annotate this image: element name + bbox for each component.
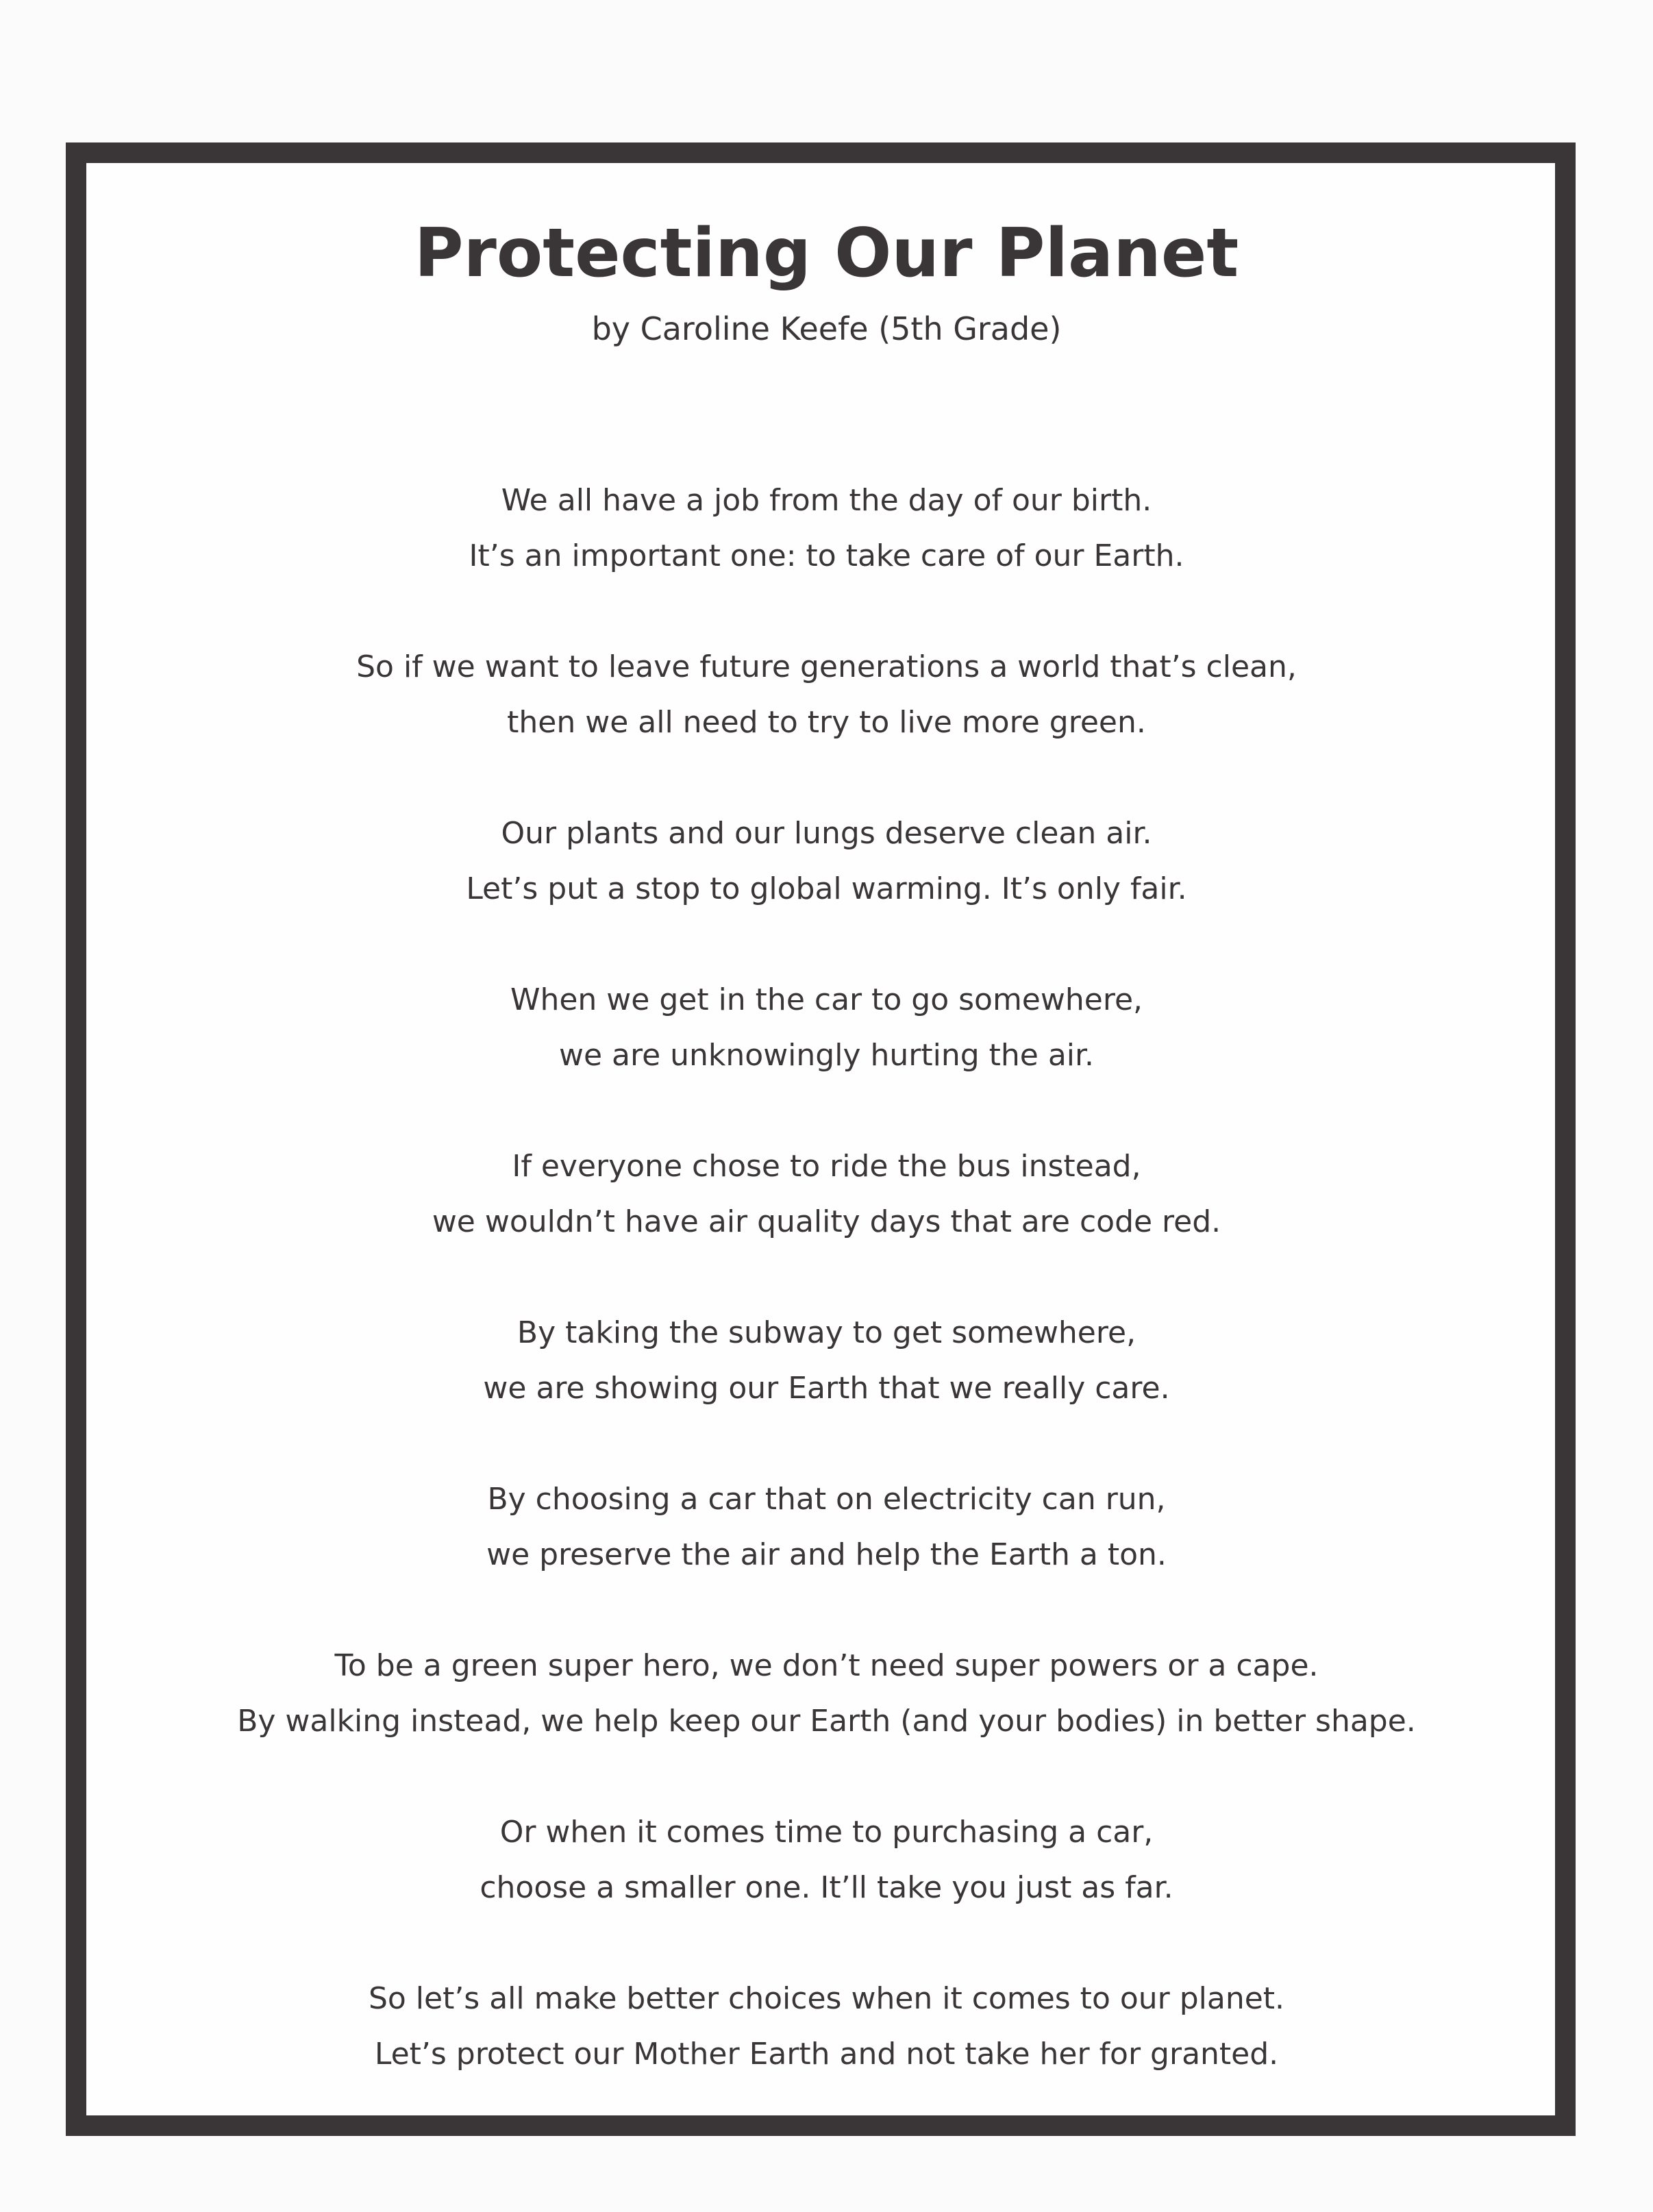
stanza [0,806,1653,917]
poem-line: By choosing a car that on electricity can run, [487,1482,1166,1517]
stanza [0,972,1653,1083]
poem-title: Protecting Our Planet [414,214,1239,293]
poem-line: Our plants and our lungs deserve clean air. [501,816,1152,851]
poem-line: Or when it comes time to purchasing a car, [499,1815,1154,1850]
poem-line: we are showing our Earth that we really care. [483,1371,1170,1406]
stanza [0,1638,1653,1749]
poem-line: Let’s protect our Mother Earth and not take her for granted. [374,2037,1279,2072]
poem-line: we preserve the air and help the Earth a ton. [486,1537,1167,1572]
poem-line: then we all need to try to live more green. [507,705,1146,740]
poem-line: So if we want to leave future generations a world that’s clean, [356,649,1297,684]
poem-line: we are unknowingly hurting the air. [558,1038,1095,1073]
stanza [0,639,1653,750]
poem-line: To be a green super hero, we don’t need super powers or a cape. [334,1648,1319,1683]
poem-line: It’s an important one: to take care of our Earth. [469,538,1184,573]
poem-line: We all have a job from the day of our birth. [501,483,1152,518]
stanza [0,1971,1653,2082]
stanza [0,1471,1653,1582]
poem-line: By taking the subway to get somewhere, [517,1315,1136,1350]
stanza [0,1305,1653,1416]
stanza [0,1139,1653,1250]
poem-line: choose a smaller one. It’ll take you just as far. [480,1870,1173,1905]
stanza [0,473,1653,584]
poem-line: When we get in the car to go somewhere, [510,982,1143,1017]
poem-byline: by Caroline Keefe (5th Grade) [591,310,1062,347]
poem-line: we wouldn’t have air quality days that are code red. [432,1204,1221,1239]
poem-line: If everyone chose to ride the bus instead, [512,1149,1141,1184]
poem-body [0,473,1653,2137]
poem-line: So let’s all make better choices when it comes to our planet. [368,1981,1285,2016]
poem-line: Let’s put a stop to global warming. It’s only fair. [466,871,1187,906]
poem-line: By walking instead, we help keep our Earth (and your bodies) in better shape. [237,1704,1416,1739]
stanza [0,1804,1653,1915]
